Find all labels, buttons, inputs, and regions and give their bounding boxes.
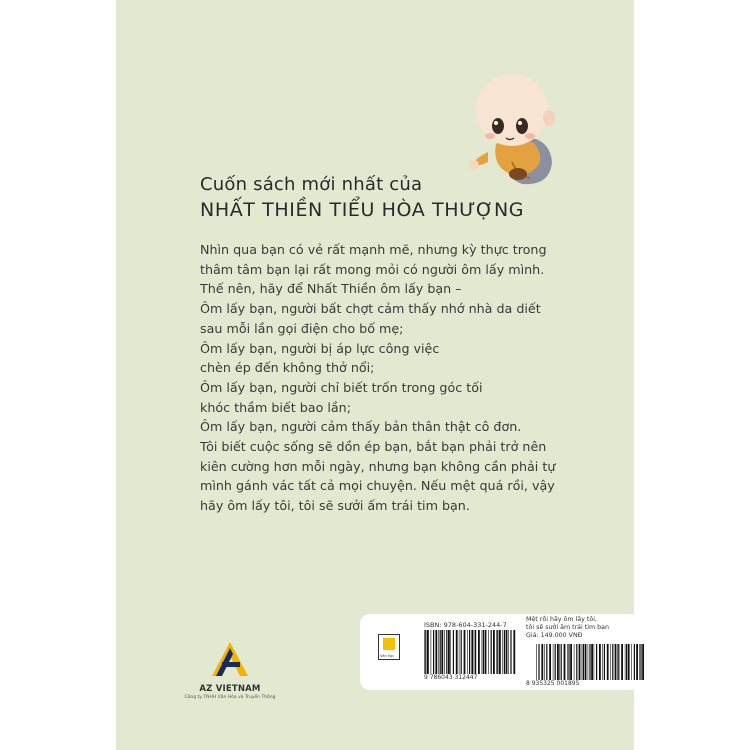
blurb-line: hãy ôm lấy tôi, tôi sẽ sưởi ấm trái tim bạn. xyxy=(200,498,470,514)
author-title: NHẤT THIỀN TIỂU HÒA THƯỢNG xyxy=(200,199,525,221)
blurb-line: Ôm lấy bạn, người cảm thấy bản thân thật cô đơn. xyxy=(200,419,522,435)
title-price-block xyxy=(526,616,646,640)
imprint-label: Văn học xyxy=(380,654,395,658)
blurb-line: mình gánh vác tất cả mọi chuyện. Nếu mệt quá rồi, vậy xyxy=(200,478,555,494)
blurb-line: Ôm lấy bạn, người bị áp lực công việc xyxy=(200,340,440,356)
blurb-line: Thế nên, hãy để Nhất Thiền ôm lấy bạn – xyxy=(200,281,462,297)
monk-illustration xyxy=(466,66,566,190)
book-title-line: Mệt rồi hãy ôm lấy tôi, xyxy=(526,616,597,623)
blurb-line: sau mỗi lần gọi điện cho bố mẹ; xyxy=(200,320,404,336)
book-back-cover xyxy=(116,0,634,750)
book-title-line: tôi sẽ sưởi ấm trái tim bạn xyxy=(526,624,609,631)
ean-digits: 8 935325 001895 xyxy=(526,680,580,687)
barcode-panel xyxy=(360,614,649,690)
blurb-line: Ôm lấy bạn, người chỉ biết trốn trong góc tối xyxy=(200,379,483,395)
ean-barcode xyxy=(536,644,644,680)
imprint-logo xyxy=(378,634,400,660)
isbn-barcode xyxy=(424,630,516,674)
blurb-line: Ôm lấy bạn, người bất chợt cảm thấy nhớ nhà da diết xyxy=(200,301,541,317)
blurb-line: Tôi biết cuộc sống sẽ dồn ép bạn, bắt bạn phải trở nên xyxy=(200,439,547,455)
blurb-line: thâm tâm bạn lại rất mong mỏi có người ôm lấy mình. xyxy=(200,261,545,277)
price: Giá: 149.000 VNĐ xyxy=(526,632,583,639)
az-logo-icon xyxy=(208,640,252,678)
isbn-label: ISBN: 978-604-331-244-7 xyxy=(424,621,507,629)
blurb-line: chèn ép đến không thở nổi; xyxy=(200,360,375,376)
blurb xyxy=(200,240,560,516)
publisher-logo xyxy=(180,640,280,730)
subtitle: Cuốn sách mới nhất của xyxy=(200,174,423,195)
isbn-digits: 9 786043 312447 xyxy=(424,674,478,681)
blurb-line: Nhìn qua bạn có vẻ rất mạnh mẽ, nhưng kỳ thực trong xyxy=(200,242,547,257)
blurb-line: khóc thầm biết bao lần; xyxy=(200,399,351,415)
publisher-tagline: Công ty TNHH Văn Hóa và Truyền Thông xyxy=(184,695,276,700)
publisher-name: AZ VIETNAM xyxy=(199,684,261,694)
blurb-line: kiên cường hơn mỗi ngày, nhưng bạn không cần phải tự xyxy=(200,458,556,474)
